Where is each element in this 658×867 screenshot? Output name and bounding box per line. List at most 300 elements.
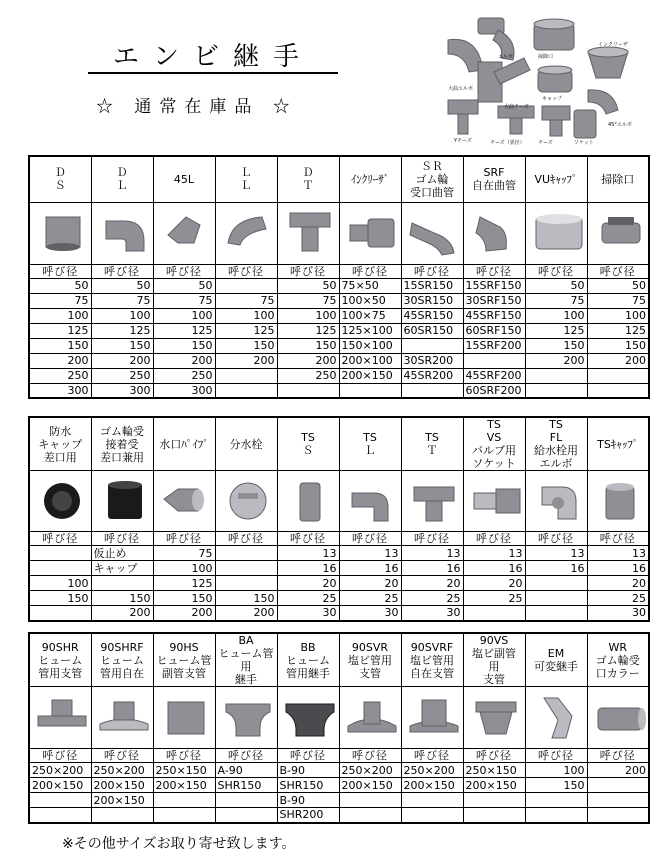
size-label: 呼び径 [277,532,339,546]
size-label: 呼び径 [587,264,649,278]
table-cell: 50 [587,278,649,293]
fitting-image-icon [590,690,650,746]
table-cell: 15SR150 [401,278,463,293]
fitting-image-cell [339,471,401,532]
size-label: 呼び径 [215,264,277,278]
size-label: 呼び径 [525,264,587,278]
size-label: 呼び径 [401,264,463,278]
table-cell [91,576,153,591]
size-label: 呼び径 [525,749,587,763]
table-cell [29,546,91,561]
fitting-image-icon [466,690,526,746]
table-cell: 25 [587,591,649,606]
fitting-image-cell [277,202,339,264]
table-cell [525,606,587,621]
size-label: 呼び径 [587,532,649,546]
size-label: 呼び径 [29,264,91,278]
size-label: 呼び径 [339,749,401,763]
table-cell [215,546,277,561]
table-cell: 50 [91,278,153,293]
fitting-image-icon [94,690,154,746]
column-header: 分水栓 [215,417,277,471]
fitting-image-cell [339,687,401,749]
fitting-image-icon [32,473,91,529]
table-cell: 100 [29,576,91,591]
table-cell: 100 [153,561,215,576]
fitting-image-cell [463,202,525,264]
table-cell: 75 [91,293,153,308]
column-header: EM 可変継手 [525,633,587,687]
photo-label: 大曲チーズ [504,104,529,110]
column-header: Ｄ Ｌ [91,156,153,202]
fitting-image-icon [218,205,278,261]
table-cell [401,793,463,808]
table-cell: 150 [215,338,277,353]
fitting-image-cell [401,687,463,749]
table-cell: 75 [153,293,215,308]
fitting-image-cell [339,202,401,264]
size-label: 呼び径 [525,532,587,546]
table-cell: 30 [339,606,401,621]
table-cell: 75 [29,293,91,308]
table-cell [463,606,525,621]
table-cell: 200 [587,763,649,778]
size-label: 呼び径 [215,749,277,763]
fitting-image-cell [91,202,153,264]
fitting-image-cell [29,202,91,264]
column-header: TSｷｬｯﾌﾟ [587,417,649,471]
table-cell: 100 [587,308,649,323]
table-cell: 15SRF200 [463,338,525,353]
table-cell: 200 [525,353,587,368]
table-cell: 250 [91,368,153,383]
table-cell: 250×200 [91,763,153,778]
table-cell: 250 [277,368,339,383]
table-cell: 125 [587,323,649,338]
table-cell: SHR200 [277,808,339,823]
fitting-image-cell [277,471,339,532]
title-underline [88,72,338,74]
table-cell: 125 [153,323,215,338]
fitting-image-cell [29,687,91,749]
size-label: 呼び径 [463,749,525,763]
table-cell: 20 [463,576,525,591]
fitting-image-icon [218,473,278,529]
table-row [29,368,649,383]
table-cell: 13 [587,546,649,561]
table-cell: 75 [277,293,339,308]
table-row [29,293,649,308]
page-title: エンビ継手 [112,42,313,72]
table-cell: 150 [29,591,91,606]
size-label: 呼び径 [587,749,649,763]
table-cell: 100×50 [339,293,401,308]
fitting-image-icon [466,473,526,529]
table-row [29,338,649,353]
table-cell: SHR150 [277,778,339,793]
table-cell: 25 [463,591,525,606]
fitting-image-cell [525,687,587,749]
size-label: 呼び径 [29,749,91,763]
table-cell: 60SRF150 [463,323,525,338]
table-cell: 75 [153,546,215,561]
table-cell: 150 [29,338,91,353]
table-cell: 16 [587,561,649,576]
fitting-image-cell [401,202,463,264]
table-cell: 100 [215,308,277,323]
table-cell: 13 [401,546,463,561]
fitting-image-cell [91,471,153,532]
table-row [29,793,649,808]
column-header: VUｷｬｯﾌﾟ [525,156,587,202]
fitting-image-cell [525,202,587,264]
table-cell [587,808,649,823]
table-cell: 200×150 [91,793,153,808]
table-cell: 60SR150 [401,323,463,338]
table-cell: 250×200 [401,763,463,778]
table-cell: 200 [153,606,215,621]
column-header: TS VS バルブ用 ソケット [463,417,525,471]
table-cell: 16 [277,561,339,576]
fitting-image-icon [528,473,588,529]
table-cell: 300 [29,383,91,398]
column-header: 防水 キャップ 差口用 [29,417,91,471]
table-row [29,308,649,323]
table-cell: 16 [463,561,525,576]
table-cell: 125 [525,323,587,338]
table-cell [29,808,91,823]
table-cell: 45SRF200 [463,368,525,383]
table-cell: 20 [277,576,339,591]
column-header: WR ゴム輪受 口カラー [587,633,649,687]
fitting-image-icon [404,473,464,529]
table-cell: 300 [153,383,215,398]
photo-label: チーズ [538,140,553,146]
table-cell [401,338,463,353]
table-cell [463,808,525,823]
table-row [29,353,649,368]
table-cell [525,591,587,606]
fitting-image-icon [156,690,216,746]
table-cell: 125 [29,323,91,338]
size-label: 呼び径 [277,749,339,763]
table-cell: 150×100 [339,338,401,353]
column-header: 90SVR 塩ビ管用 支管 [339,633,401,687]
table-cell: 45SR200 [401,368,463,383]
table-cell: A-90 [215,763,277,778]
table-cell: 16 [401,561,463,576]
table-cell [153,793,215,808]
column-header: 90SHR ヒューム 管用支管 [29,633,91,687]
table-cell: 13 [463,546,525,561]
table-cell: 100 [153,308,215,323]
table-cell [277,383,339,398]
photo-label: 45°エルボ [608,122,632,128]
size-label: 呼び径 [463,532,525,546]
table-cell: 200 [215,353,277,368]
table-cell: 200×150 [401,778,463,793]
table-cell: 150 [215,591,277,606]
photo-label: インクリーザ [598,42,628,48]
table-cell [339,808,401,823]
table-cell: 150 [91,591,153,606]
table-cell: 200×100 [339,353,401,368]
table-cell: 75×50 [339,278,401,293]
table-cell [525,383,587,398]
size-label: 呼び径 [91,749,153,763]
column-header: BB ヒューム 管用継手 [277,633,339,687]
table-cell: 45SRF150 [463,308,525,323]
table-cell: 200 [215,606,277,621]
size-label: 呼び径 [29,532,91,546]
table-cell: 250×150 [153,763,215,778]
table-cell [215,278,277,293]
table-cell [29,606,91,621]
table-cell: 250 [153,368,215,383]
table-cell [525,576,587,591]
table-cell: 100 [525,308,587,323]
table-cell [215,808,277,823]
table-cell: 125 [91,323,153,338]
column-header: TS Ｔ [401,417,463,471]
table-cell: 125 [153,576,215,591]
section2-table [28,416,650,622]
table-row [29,323,649,338]
table-cell [525,808,587,823]
footer-note: ※その他サイズお取り寄せ致します。 [62,836,296,852]
column-header: 掃除口 [587,156,649,202]
size-label: 呼び径 [339,532,401,546]
fitting-image-icon [156,205,216,261]
size-label: 呼び径 [339,264,401,278]
table-cell: 200×150 [463,778,525,793]
column-header: ｲﾝｸﾘｰｻﾞ [339,156,401,202]
table-cell: 16 [525,561,587,576]
table-cell [463,793,525,808]
table-cell: 50 [277,278,339,293]
column-header: SRF 自在曲管 [463,156,525,202]
photo-label: 大曲エルボ [448,86,474,92]
photo-label: 掃除口 [538,54,554,60]
table-row [29,383,649,398]
photo-label: キャップ [542,96,563,102]
size-label: 呼び径 [91,264,153,278]
table-cell: 50 [525,278,587,293]
fittings-photo [438,10,648,150]
table-cell: 150 [91,338,153,353]
fitting-image-icon [404,205,464,261]
fitting-image-icon [528,205,588,261]
column-header: ゴム輪受 接着受 差口兼用 [91,417,153,471]
fitting-image-cell [587,202,649,264]
table-cell: 200×150 [339,368,401,383]
table-cell: 150 [587,338,649,353]
section1-table [28,155,650,399]
size-label: 呼び径 [401,532,463,546]
column-header: 45L [153,156,215,202]
fitting-image-cell [587,687,649,749]
fitting-image-icon [218,690,278,746]
column-header: TS Ｓ [277,417,339,471]
fitting-image-cell [29,471,91,532]
table-cell: 仮止め [91,546,153,561]
size-label: 呼び径 [215,532,277,546]
fitting-image-cell [153,202,215,264]
table-cell: 20 [587,576,649,591]
table-cell [401,383,463,398]
table-cell: 200 [587,353,649,368]
fitting-image-icon [280,690,340,746]
fitting-image-cell [91,687,153,749]
table-cell: 75 [587,293,649,308]
photo-label: エルボ [498,54,514,60]
table-cell [215,793,277,808]
fitting-image-icon [156,473,216,529]
fitting-image-cell [215,202,277,264]
table-cell: 30 [401,606,463,621]
table-cell: B-90 [277,763,339,778]
table-cell [587,368,649,383]
table-cell: 250×200 [29,763,91,778]
photo-label: チーズ（異径） [490,140,525,146]
table-cell [153,808,215,823]
table-cell: 125×100 [339,323,401,338]
column-header: TS FL 給水栓用 エルボ [525,417,587,471]
table-cell: 30 [277,606,339,621]
table-cell: 150 [525,778,587,793]
fitting-image-icon [342,473,402,529]
table-cell: 150 [525,338,587,353]
fitting-image-cell [587,471,649,532]
table-cell: 13 [339,546,401,561]
size-label: 呼び径 [153,749,215,763]
table-cell: 100 [277,308,339,323]
table-cell: 50 [153,278,215,293]
table-cell: 200 [153,353,215,368]
table-cell: 20 [339,576,401,591]
table-cell [463,353,525,368]
table-cell [339,793,401,808]
table-cell: SHR150 [215,778,277,793]
table-cell: 25 [401,591,463,606]
column-header: TS Ｌ [339,417,401,471]
table-row [29,778,649,793]
column-header: 水口ﾊﾟｲﾌﾟ [153,417,215,471]
fitting-image-icon [590,205,650,261]
table-cell: 200 [91,606,153,621]
column-header: 90SHRF ヒューム 管用自在 [91,633,153,687]
table-cell: 20 [401,576,463,591]
column-header: 90HS ヒューム管 副管支管 [153,633,215,687]
table-cell: 250×150 [463,763,525,778]
table-cell: 13 [525,546,587,561]
table-cell: 125 [215,323,277,338]
photo-label: ソケット [574,140,594,146]
table-cell: 200 [91,353,153,368]
table-cell: 200×150 [91,778,153,793]
table-cell: 200 [277,353,339,368]
fitting-image-icon [466,205,526,261]
table-cell [587,383,649,398]
size-label: 呼び径 [277,264,339,278]
fitting-image-icon [32,690,91,746]
table-cell [215,576,277,591]
column-header: ＳＲ ゴム輪 受口曲管 [401,156,463,202]
fitting-image-icon [342,690,402,746]
table-cell: 30 [587,606,649,621]
table-cell: 200 [29,353,91,368]
section3-table [28,632,650,824]
size-label: 呼び径 [401,749,463,763]
column-header: BA ヒューム管 用 継手 [215,633,277,687]
table-cell [215,561,277,576]
table-cell: 100 [91,308,153,323]
table-cell: 300 [91,383,153,398]
table-cell: 30SR150 [401,293,463,308]
table-cell [525,368,587,383]
table-cell: 30SR200 [401,353,463,368]
fitting-image-cell [153,471,215,532]
table-cell: 100 [525,763,587,778]
table-cell: 100×75 [339,308,401,323]
fitting-image-cell [215,471,277,532]
table-cell: 25 [339,591,401,606]
table-cell: 75 [525,293,587,308]
fitting-image-cell [153,687,215,749]
fitting-image-cell [525,471,587,532]
table-cell: 200×150 [339,778,401,793]
fitting-image-icon [528,690,588,746]
table-cell [339,383,401,398]
fitting-image-icon [590,473,650,529]
table-row [29,561,649,576]
table-cell [29,793,91,808]
table-cell: キャップ [91,561,153,576]
column-header: Ｌ Ｌ [215,156,277,202]
table-cell: 13 [277,546,339,561]
table-cell [91,808,153,823]
fitting-image-icon [94,205,154,261]
table-cell: 50 [29,278,91,293]
fitting-image-cell [277,687,339,749]
table-row [29,808,649,823]
table-cell: 60SRF200 [463,383,525,398]
fitting-image-icon [280,473,340,529]
table-cell [215,383,277,398]
fitting-image-cell [463,687,525,749]
table-cell: 16 [339,561,401,576]
column-header: 90VS 塩ビ副管 用 支管 [463,633,525,687]
table-cell: 150 [153,591,215,606]
column-header: Ｄ Ｔ [277,156,339,202]
table-cell: 200×150 [29,778,91,793]
table-cell: 125 [277,323,339,338]
table-cell: 200×150 [153,778,215,793]
fitting-image-icon [94,473,154,529]
table-cell [525,793,587,808]
page-subtitle: ☆ 通常在庫品 ☆ [96,97,298,117]
fitting-image-icon [404,690,464,746]
table-cell: 100 [29,308,91,323]
table-cell: 250×200 [339,763,401,778]
table-cell: 150 [153,338,215,353]
table-row [29,763,649,778]
table-cell [401,808,463,823]
fitting-image-icon [280,205,340,261]
table-cell: B-90 [277,793,339,808]
table-row [29,278,649,293]
table-cell: 150 [277,338,339,353]
